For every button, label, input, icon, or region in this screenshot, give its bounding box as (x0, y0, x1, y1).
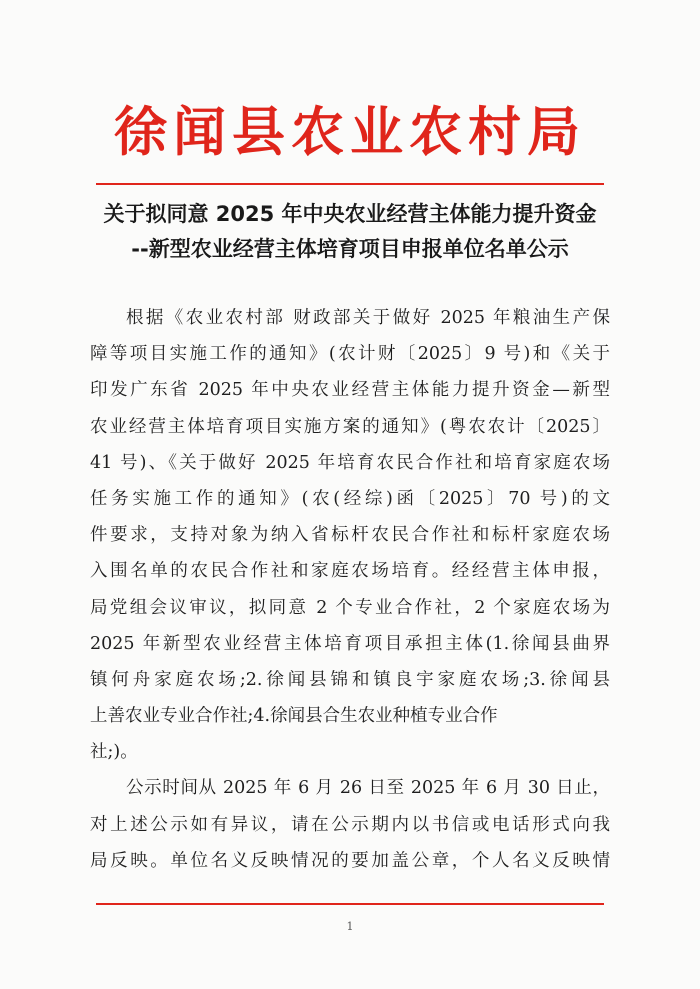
body-line: 局党组会议审议，拟同意 2 个专业合作社，2 个家庭农场为 (90, 597, 610, 618)
body-line: 件要求，支持对象为纳入省标杆农民合作社和标杆家庭农场 (90, 525, 610, 546)
body-line: 41 号)、《关于做好 2025 年培育农民合作社和培育家庭农场 (90, 452, 610, 473)
document-title-line-2: --新型农业经营主体培育项目申报单位名单公示 (131, 237, 569, 261)
body-line: 任务实施工作的通知》(农(经综)函〔2025〕70 号)的文 (90, 488, 610, 509)
red-divider-bottom (96, 903, 604, 905)
body-line: 入围名单的农民合作社和家庭农场培育。经经营主体申报， (90, 561, 610, 582)
body-line: 对上述公示如有异议，请在公示期内以书信或电话形式向我 (90, 814, 610, 835)
page-number: 1 (346, 920, 354, 933)
body-line: 印发广东省 2025 年中央农业经营主体能力提升资金—新型 (90, 380, 610, 401)
body-line: 镇何舟家庭农场;2.徐闻县锦和镇良宇家庭农场;3.徐闻县 (90, 669, 610, 690)
body-line: 局反映。单位名义反映情况的要加盖公章，个人名义反映情 (90, 850, 610, 871)
body-line: 农业经营主体培育项目实施方案的通知》(粤农农计〔2025〕 (90, 416, 610, 437)
body-line: 障等项目实施工作的通知》(农计财〔2025〕9 号)和《关于 (90, 344, 610, 365)
body-line: 2025 年新型农业经营主体培育项目承担主体(1.徐闻县曲界 (90, 633, 610, 654)
body-line: 公示时间从 2025 年 6 月 26 日至 2025 年 6 月 30 日止， (126, 778, 610, 799)
document-body (90, 300, 610, 879)
body-line: 上善农业专业合作社;4.徐闻县合生农业种植专业合作 (90, 706, 498, 727)
red-divider-top (96, 183, 604, 185)
agency-letterhead: 徐闻县农业农村局 (114, 101, 586, 163)
body-line: 社;)。 (90, 742, 138, 763)
body-line: 根据《农业农村部 财政部关于做好 2025 年粮油生产保 (126, 308, 610, 328)
document-title-line-1: 关于拟同意 2025 年中央农业经营主体能力提升资金 (103, 202, 597, 226)
